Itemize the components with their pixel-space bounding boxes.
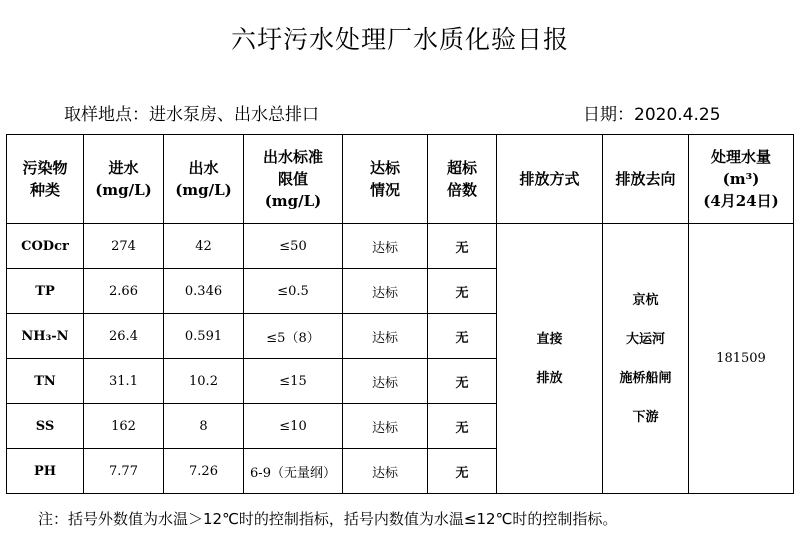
effluent-value: 42 [164,224,244,269]
header-volume: 处理水量 (m³) (4月24日) [689,135,794,224]
exceed-value: 无 [428,404,497,449]
limit-value: ≤5（8） [244,314,343,359]
limit-value: ≤10 [244,404,343,449]
header-effluent: 出水 (mg/L) [164,135,244,224]
exceed-value: 无 [428,269,497,314]
status-value: 达标 [343,449,428,494]
status-value: 达标 [343,314,428,359]
pollutant-name: PH [7,449,84,494]
limit-value: ≤15 [244,359,343,404]
treated-volume: 181509 [689,224,794,494]
effluent-value: 0.591 [164,314,244,359]
status-value: 达标 [343,269,428,314]
header-destination: 排放去向 [603,135,689,224]
exceed-value: 无 [428,449,497,494]
pollutant-name: CODcr [7,224,84,269]
sampling-location: 取样地点：进水泵房、出水总排口 [64,105,319,125]
influent-value: 274 [84,224,164,269]
status-value: 达标 [343,404,428,449]
header-exceed: 超标 倍数 [428,135,497,224]
water-quality-table [6,134,794,494]
limit-value: 6-9（无量纲） [244,449,343,494]
report-title: 六圩污水处理厂水质化验日报 [230,25,569,54]
limit-value: ≤50 [244,224,343,269]
effluent-value: 10.2 [164,359,244,404]
exceed-value: 无 [428,359,497,404]
influent-value: 162 [84,404,164,449]
influent-value: 31.1 [84,359,164,404]
effluent-value: 7.26 [164,449,244,494]
header-method: 排放方式 [497,135,603,224]
discharge-destination: 京杭 大运河 施桥船闸 下游 [603,224,689,494]
effluent-value: 0.346 [164,269,244,314]
pollutant-name: NH₃-N [7,314,84,359]
limit-value: ≤0.5 [244,269,343,314]
footnote: 注：括号外数值为水温＞12℃时的控制指标，括号内数值为水温≤12℃时的控制指标。 [38,510,618,528]
influent-value: 26.4 [84,314,164,359]
status-value: 达标 [343,359,428,404]
header-limit: 出水标准 限值 (mg/L) [244,135,343,224]
pollutant-name: SS [7,404,84,449]
influent-value: 7.77 [84,449,164,494]
exceed-value: 无 [428,314,497,359]
header-pollutant: 污染物 种类 [7,135,84,224]
header-row [7,135,794,224]
report-date: 日期：2020.4.25 [583,105,721,125]
header-status: 达标 情况 [343,135,428,224]
status-value: 达标 [343,224,428,269]
discharge-method: 直接 排放 [497,224,603,494]
header-influent: 进水 (mg/L) [84,135,164,224]
pollutant-name: TN [7,359,84,404]
exceed-value: 无 [428,224,497,269]
influent-value: 2.66 [84,269,164,314]
pollutant-name: TP [7,269,84,314]
effluent-value: 8 [164,404,244,449]
table-row [7,224,794,269]
